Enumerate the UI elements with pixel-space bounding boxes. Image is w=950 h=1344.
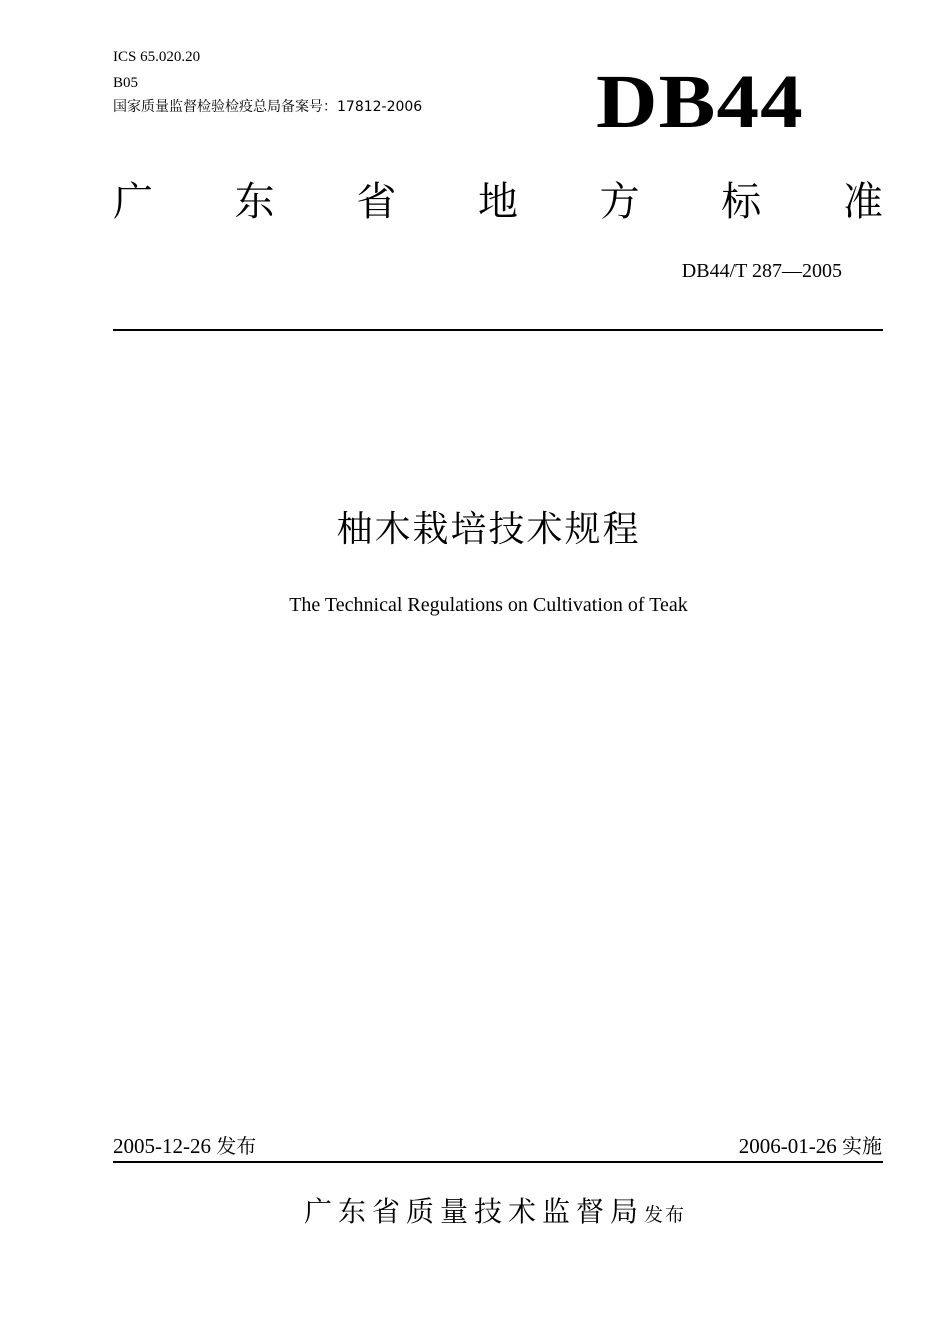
standard-type-char: 标	[721, 179, 762, 225]
standard-type-heading	[113, 172, 883, 232]
issue-label: 发布	[216, 1134, 257, 1158]
standard-number: DB44/T 287—2005	[681, 260, 842, 282]
standard-type-char: 地	[477, 179, 518, 225]
document-title-en: The Technical Regulations on Cultivation of Teak	[289, 594, 688, 616]
implement-date: 2006-01-26	[738, 1134, 837, 1158]
standard-type-char: 方	[599, 179, 640, 225]
standard-logo-code: DB44	[596, 60, 804, 144]
top-divider	[113, 329, 883, 331]
issue-date: 2005-12-26	[113, 1134, 211, 1158]
record-number: 国家质量监督检验检疫总局备案号：17812-2006	[113, 99, 423, 115]
implement-date-block	[739, 1132, 882, 1160]
standard-type-char: 准	[842, 179, 883, 225]
issue-date-block	[113, 1132, 256, 1160]
standard-type-char: 广	[113, 179, 153, 225]
document-title-zh: 柚木栽培技术规程	[336, 509, 641, 550]
publisher-name: 广东省质量技术监督局	[303, 1195, 644, 1228]
ics-code: ICS 65.020.20	[113, 49, 201, 65]
publisher-line	[0, 1192, 950, 1232]
standard-type-char: 东	[234, 179, 275, 225]
publisher-suffix: 发布	[644, 1204, 687, 1226]
implement-label: 实施	[842, 1134, 882, 1158]
standard-type-char: 省	[356, 179, 397, 225]
classification-code: B05	[113, 75, 139, 91]
bottom-divider	[113, 1161, 883, 1163]
